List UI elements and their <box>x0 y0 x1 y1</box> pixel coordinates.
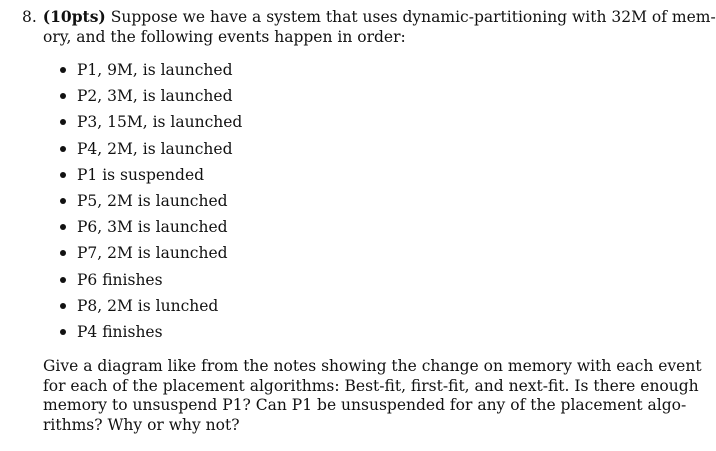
event-text: P6 finishes <box>77 270 163 289</box>
question-intro-line-1: Suppose we have a system that uses dynamic-partitioning with 32M of mem- <box>110 8 716 26</box>
bullet-icon <box>60 250 66 256</box>
event-text: P1 is suspended <box>77 165 205 184</box>
bullet-icon <box>60 329 66 335</box>
event-list <box>60 57 242 345</box>
question-intro-line-2: ory, and the following events happen in order: <box>43 28 406 46</box>
event-item <box>60 83 242 109</box>
closing-line: for each of the placement algorithms: Best-fit, first-fit, and next-fit. Is there enough <box>43 376 699 395</box>
event-text: P4 finishes <box>77 322 163 341</box>
question-header <box>22 7 716 27</box>
bullet-icon <box>60 119 66 125</box>
bullet-icon <box>60 303 66 309</box>
event-text: P3, 15M, is launched <box>77 113 243 132</box>
event-text: P5, 2M is launched <box>77 192 228 211</box>
bullet-icon <box>60 198 66 204</box>
bullet-icon <box>60 146 66 152</box>
event-text: P7, 2M is launched <box>77 244 228 263</box>
question-points: (10pts) <box>42 7 106 26</box>
event-text: P6, 3M is launched <box>77 218 228 237</box>
event-item <box>60 293 242 319</box>
bullet-icon <box>60 172 66 178</box>
question-number: 8. <box>22 8 37 26</box>
event-item <box>60 136 242 162</box>
closing-paragraph <box>43 357 702 435</box>
event-item <box>60 267 242 293</box>
bullet-icon <box>60 93 66 99</box>
event-item <box>60 188 242 214</box>
event-text: P4, 2M, is launched <box>77 139 233 158</box>
event-item <box>60 214 242 240</box>
event-item <box>60 240 242 266</box>
closing-line: rithms? Why or why not? <box>43 415 240 434</box>
event-item <box>60 319 242 345</box>
event-item <box>60 57 242 83</box>
bullet-icon <box>60 277 66 283</box>
event-text: P2, 3M, is launched <box>77 87 233 106</box>
event-item <box>60 162 242 188</box>
bullet-icon <box>60 224 66 230</box>
closing-line: Give a diagram like from the notes showing the change on memory with each event <box>43 357 702 375</box>
event-text: P8, 2M is lunched <box>77 296 219 315</box>
closing-line: memory to unsuspend P1? Can P1 be unsuspended for any of the placement algo- <box>43 396 687 415</box>
event-text: P1, 9M, is launched <box>77 61 233 80</box>
event-item <box>60 109 242 135</box>
bullet-icon <box>60 67 66 73</box>
